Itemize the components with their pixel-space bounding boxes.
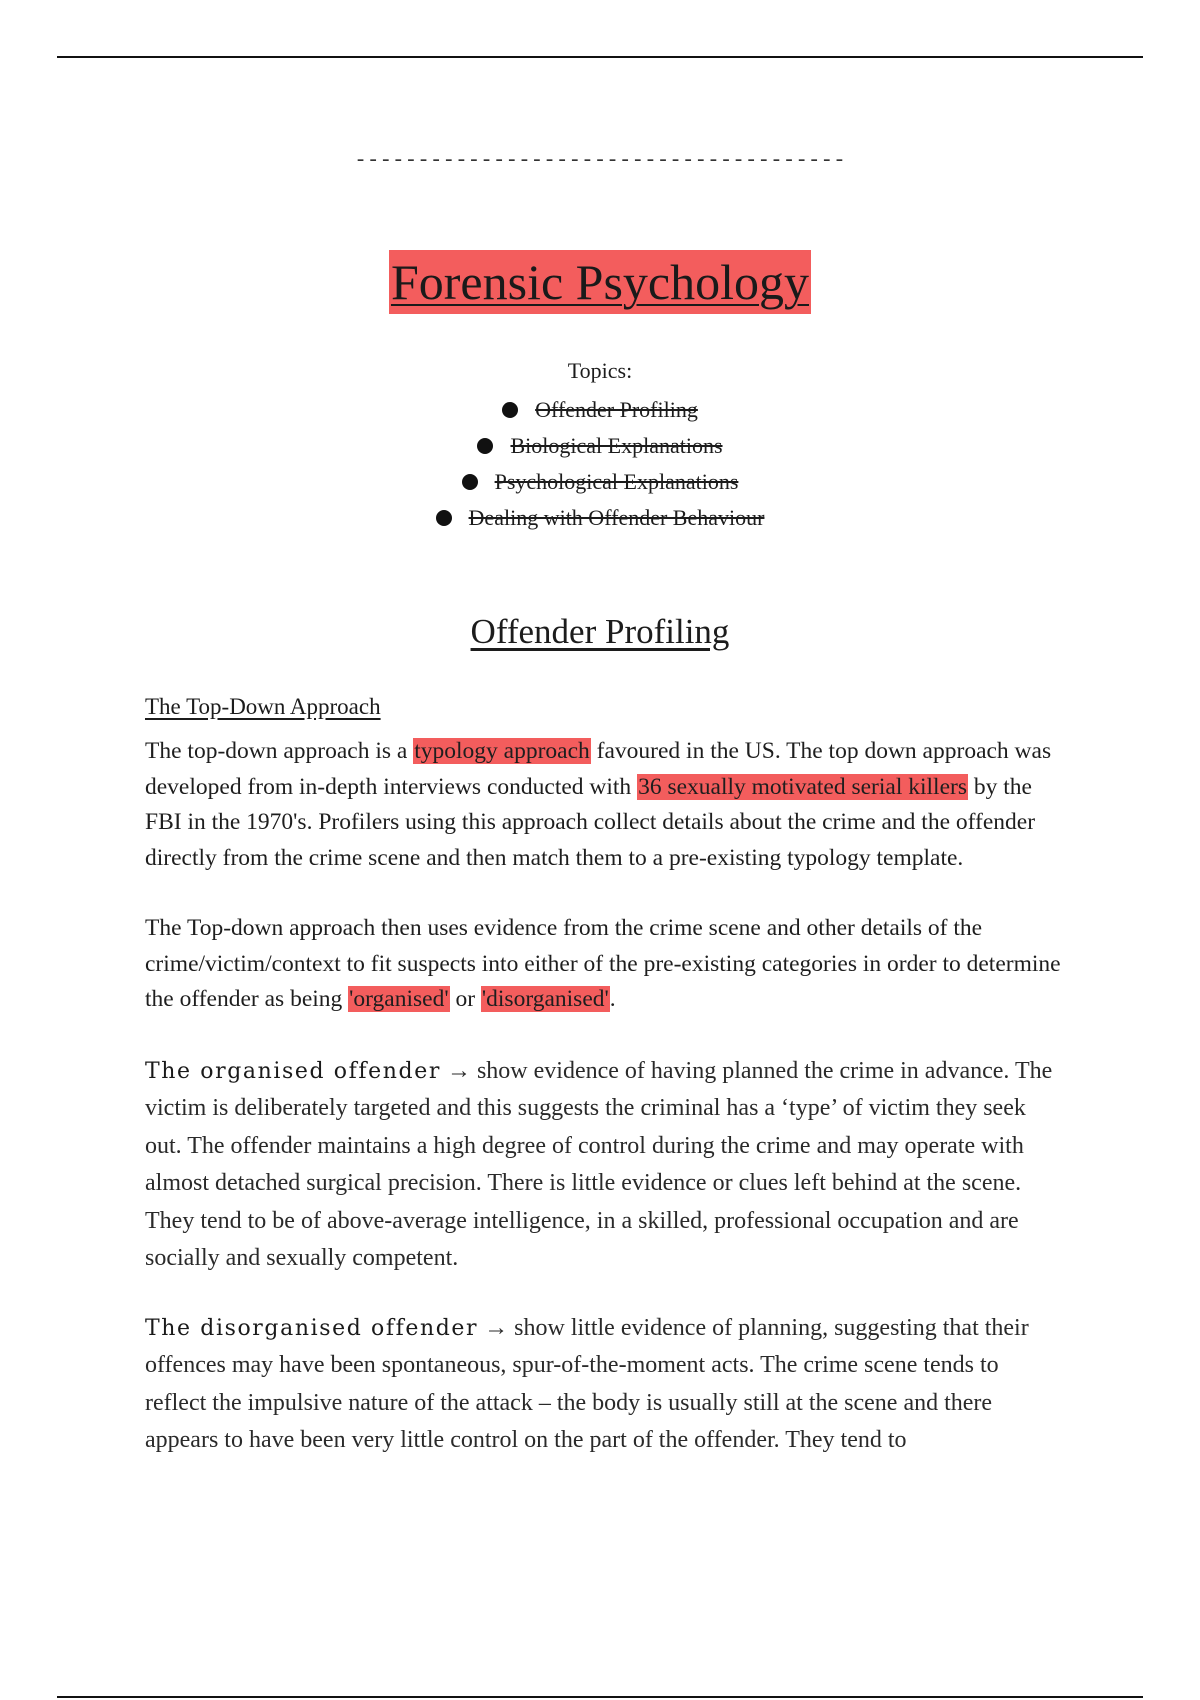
topic-text: Biological Explanations (510, 433, 723, 458)
bullet-icon (462, 474, 478, 490)
topics-label: Topics: (567, 358, 633, 383)
subheading: The Top-Down Approach (145, 694, 381, 719)
highlight: 'disorganised' (481, 986, 609, 1012)
text-run: The top-down approach is a (145, 738, 414, 764)
list-item (0, 500, 1200, 536)
text-run: or (449, 986, 481, 1012)
paragraph-disorganised-offender (145, 1310, 1065, 1460)
highlight: 36 sexually motivated serial killers (638, 773, 967, 800)
section-title: Offender Profiling (470, 612, 730, 651)
text-run: The Top-down approach then uses evidence from the crime scene and other details of the crime/victim/context to fit suspects into either of the pre-existing categories in order to determine the offender as being (145, 915, 1061, 1012)
list-item (0, 428, 1200, 464)
topics-list (0, 392, 1200, 536)
top-rule (57, 56, 1143, 58)
paragraph-organised-offender (145, 1053, 1065, 1278)
text-run: . (609, 986, 616, 1012)
list-item (0, 392, 1200, 428)
title-container (0, 250, 1200, 314)
bottom-rule (57, 1696, 1143, 1698)
text-run: by the FBI in the 1970's. Profilers using this approach collect details about the crime and the offender directly from the crime scene and then match them to a pre-existing typology template. (145, 773, 1036, 871)
text-run: favoured in the US. The top down approach was developed from in-depth interviews conducted with (145, 738, 1052, 800)
topic-text: Dealing with Offender Behaviour (468, 505, 765, 530)
term-organised: The organised offender (145, 1058, 441, 1084)
list-item (0, 464, 1200, 500)
topic-text: Offender Profiling (535, 397, 698, 422)
bullet-icon (477, 438, 493, 454)
paragraph-typology (145, 734, 1065, 876)
highlight: 'organised' (349, 986, 449, 1012)
dashed-separator: --------------------------------------- (354, 150, 846, 173)
text-run: → show evidence of having planned the crime in advance. The victim is deliberately targeted and this suggests the criminal has a ‘type’ of victim they seek out. The offender maintains a high degree of control during the crime and may operate with almost detached surgical precision. There is little evidence or clues left behind at the scene. They tend to be of above-average intelligence, in a skilled, professional occupation and are socially and sexually competent. (145, 1057, 1053, 1271)
term-disorganised: The disorganised offender (145, 1315, 479, 1341)
topic-text: Psychological Explanations (494, 469, 739, 494)
paragraph-categories (145, 911, 1065, 1018)
bullet-icon (436, 510, 452, 526)
bullet-icon (502, 402, 518, 418)
highlight: typology approach (414, 738, 590, 764)
text-run: → show little evidence of planning, suggesting that their offences may have been spontaneous, spur-of-the-moment acts. The crime scene tends to reflect the impulsive nature of the attack – the body is usually still at the scene and there appears to have been very little control on the part of the offender. They tend to (145, 1314, 1029, 1453)
document-title: Forensic Psychology (389, 250, 811, 314)
section-content (145, 690, 1065, 1492)
